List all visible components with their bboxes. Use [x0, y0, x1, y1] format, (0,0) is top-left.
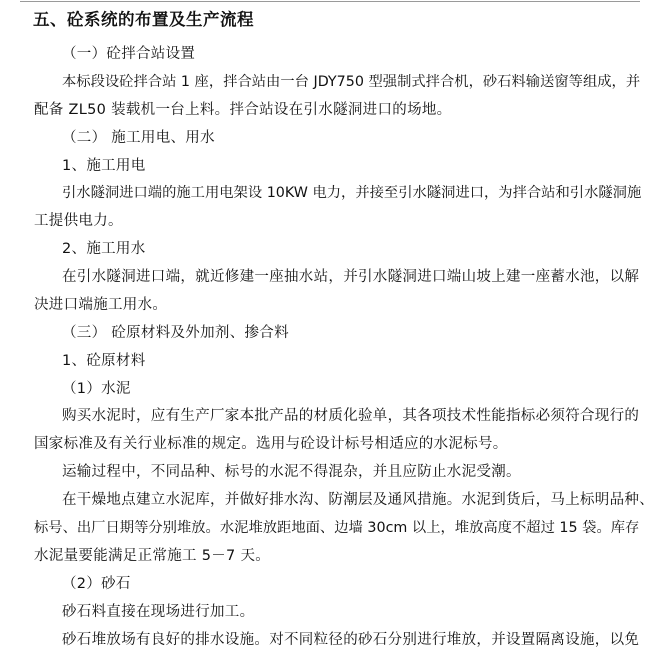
paragraph-line: 在引水隧洞进口端，就近修建一座抽水站，并引水隧洞进口端山坡上建一座蓄水池，以解: [62, 269, 640, 285]
paragraph-line: 本标段设砼拌合站 1 座，拌合站由一台 JDY750 型强制式拌合机，砂石料输送窗等组成，并: [62, 74, 641, 90]
item-heading-sand-gravel: （2）砂石: [62, 576, 131, 592]
paragraph-line: 工提供电力。: [34, 213, 123, 229]
paragraph-line: 国家标准及有关行业标准的规定。选用与砼设计标号相适应的水泥标号。: [34, 436, 508, 452]
paragraph-line: 配备 ZL50 装载机一台上料。拌合站设在引水隧洞进口的场地。: [34, 102, 452, 118]
item-heading-power: 1、施工用电: [62, 158, 146, 174]
section-heading: 五、砼系统的布置及生产流程: [33, 10, 254, 29]
paragraph-line: 砂石料直接在现场进行加工。: [62, 604, 255, 620]
paragraph-line: 砂石堆放场有良好的排水设施。对不同粒径的砂石分别进行堆放，并设置隔离设施，以免: [62, 632, 640, 648]
paragraph-line: 运输过程中，不同品种、标号的水泥不得混杂，并且应防止水泥受潮。: [62, 464, 521, 480]
subsection-power-water: （二） 施工用电、用水: [62, 130, 215, 146]
paragraph-line: 引水隧洞进口端的施工用电架设 10KW 电力，并接至引水隧洞进口，为拌合站和引水隧洞施: [62, 185, 642, 201]
subsection-materials: （三） 砼原材料及外加剂、掺合料: [62, 325, 289, 341]
item-heading-cement: （1）水泥: [62, 381, 131, 397]
paragraph-line: 购买水泥时，应有生产厂家本批产品的材质化验单，其各项技术性能指标必须符合现行的: [62, 408, 640, 424]
paragraph-line: 水泥量要能满足正常施工 5－7 天。: [34, 548, 271, 564]
item-heading-water: 2、施工用水: [62, 241, 146, 257]
paragraph-line: 标号、出厂日期等分别堆放。水泥堆放距地面、边墙 30cm 以上，堆放高度不超过 15 袋。库存: [34, 520, 640, 536]
paragraph-line: 在干燥地点建立水泥库，并做好排水沟、防潮层及通风措施。水泥到货后，马上标明品种、: [62, 492, 654, 508]
paragraph-line: 决进口端施工用水。: [34, 297, 168, 313]
item-heading-materials: 1、砼原材料: [62, 353, 146, 369]
subsection-mixing-station: （一）砼拌合站设置: [62, 46, 196, 62]
